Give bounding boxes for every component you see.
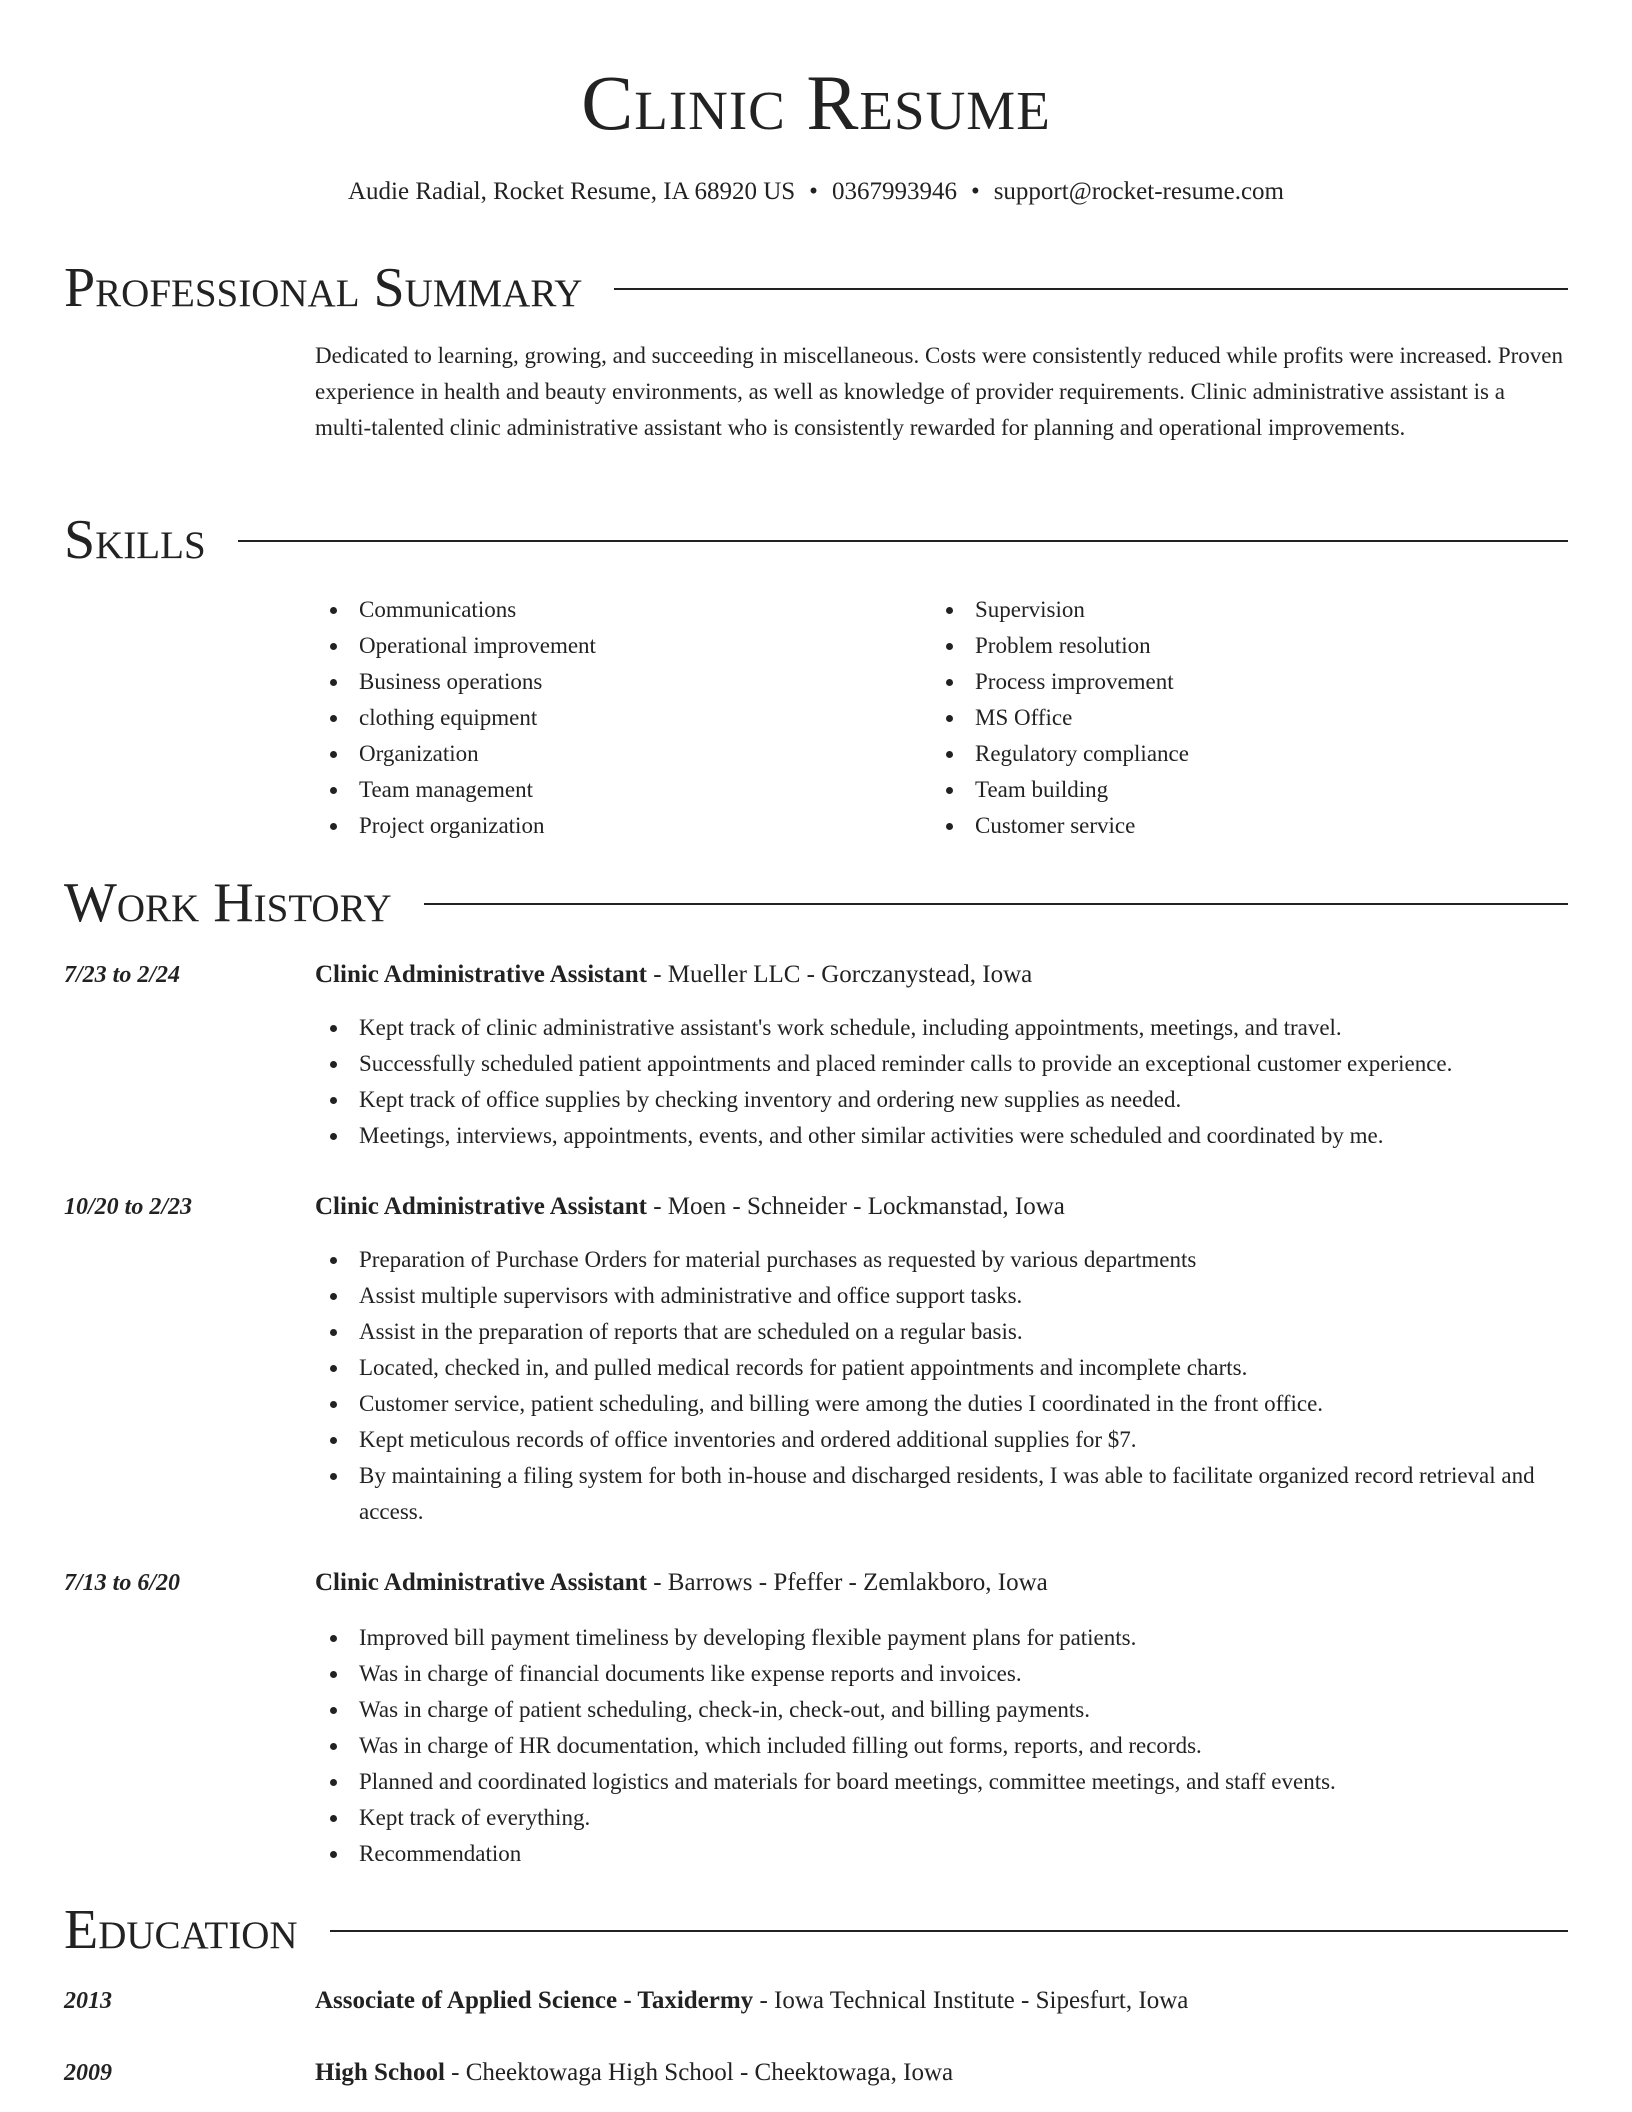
job-bullet: Was in charge of patient scheduling, check-in, check-out, and billing payments. bbox=[315, 1692, 1570, 1728]
job-bullets bbox=[315, 1620, 1570, 1872]
contact-email: support@rocket-resume.com bbox=[993, 178, 1284, 205]
skill-item: Operational improvement bbox=[315, 628, 915, 664]
section-heading-skills bbox=[64, 510, 1568, 570]
job-heading bbox=[315, 1565, 1565, 1601]
skill-item: Communications bbox=[315, 592, 915, 628]
job-bullet: Recommendation bbox=[315, 1836, 1570, 1872]
contact-address: Audie Radial, Rocket Resume, IA 68920 US bbox=[348, 178, 796, 205]
job-bullet: Kept track of clinic administrative assistant's work schedule, including appointments, meetings, and travel. bbox=[315, 1010, 1570, 1046]
job-heading bbox=[315, 957, 1565, 993]
skills-list-left bbox=[315, 592, 915, 844]
education-entry bbox=[315, 1983, 1565, 2019]
skill-item: Regulatory compliance bbox=[931, 736, 1531, 772]
job-bullet: By maintaining a filing system for both in-house and discharged residents, I was able to facilitate organized record retrieval and access. bbox=[315, 1458, 1570, 1530]
job-title: Clinic Administrative Assistant bbox=[315, 961, 647, 988]
job-title: Clinic Administrative Assistant bbox=[315, 1193, 647, 1220]
section-divider bbox=[614, 288, 1568, 290]
job-bullet: Kept track of office supplies by checking inventory and ordering new supplies as needed. bbox=[315, 1082, 1570, 1118]
contact-separator: • bbox=[970, 178, 980, 205]
job-bullet: Assist in the preparation of reports that are scheduled on a regular basis. bbox=[315, 1314, 1570, 1350]
job-bullet: Planned and coordinated logistics and materials for board meetings, committee meetings, and staff events. bbox=[315, 1764, 1570, 1800]
skill-item: Business operations bbox=[315, 664, 915, 700]
job-title: Clinic Administrative Assistant bbox=[315, 1569, 647, 1596]
section-heading-education bbox=[64, 1900, 1568, 1960]
contact-line bbox=[0, 174, 1632, 210]
job-bullet: Preparation of Purchase Orders for material purchases as requested by various departments bbox=[315, 1242, 1570, 1278]
skills-list-right bbox=[931, 592, 1531, 844]
skill-item: Problem resolution bbox=[931, 628, 1531, 664]
job-employer: - Barrows - Pfeffer - Zemlakboro, Iowa bbox=[646, 1569, 1048, 1596]
section-title-summary: Professional Summary bbox=[64, 257, 583, 319]
section-title-skills: Skills bbox=[64, 509, 206, 571]
skill-item: Team management bbox=[315, 772, 915, 808]
education-degree: Associate of Applied Science - Taxidermy bbox=[315, 1987, 754, 2014]
contact-separator: • bbox=[809, 178, 818, 205]
job-bullet: Assist multiple supervisors with administrative and office support tasks. bbox=[315, 1278, 1570, 1314]
section-title-education: Education bbox=[64, 1899, 298, 1961]
section-heading-summary bbox=[64, 258, 1568, 318]
job-employer: - Moen - Schneider - Lockmanstad, Iowa bbox=[646, 1193, 1065, 1220]
skill-item: Process improvement bbox=[931, 664, 1531, 700]
job-bullets bbox=[315, 1242, 1570, 1530]
job-dates: 7/23 to 2/24 bbox=[64, 962, 181, 988]
section-heading-work bbox=[64, 873, 1568, 933]
job-bullet: Improved bill payment timeliness by developing flexible payment plans for patients. bbox=[315, 1620, 1570, 1656]
skill-item: Project organization bbox=[315, 808, 915, 844]
skill-item: Customer service bbox=[931, 808, 1531, 844]
skill-item: MS Office bbox=[931, 700, 1531, 736]
contact-phone: 0367993946 bbox=[831, 178, 957, 205]
job-heading bbox=[315, 1189, 1565, 1225]
summary-paragraph: Dedicated to learning, growing, and succeeding in miscellaneous. Costs were consistently reduced while profits were increased. Proven experience in health and beauty environments, as well as knowledge of provider requirements. Clinic administrative assistant is a multi-talented clinic administrative assistant who is consistently rewarded for planning and operational improvements. bbox=[315, 343, 1564, 440]
job-employer: - Mueller LLC - Gorczanystead, Iowa bbox=[646, 961, 1033, 988]
section-divider bbox=[330, 1930, 1568, 1932]
resume-title: Clinic Resume bbox=[581, 59, 1051, 146]
job-bullet: Was in charge of HR documentation, which included filling out forms, reports, and records. bbox=[315, 1728, 1570, 1764]
section-title-work: Work History bbox=[64, 872, 392, 934]
section-divider bbox=[424, 903, 1568, 905]
job-bullet: Kept track of everything. bbox=[315, 1800, 1570, 1836]
job-bullet: Customer service, patient scheduling, and billing were among the duties I coordinated in the front office. bbox=[315, 1386, 1570, 1422]
skill-item: Supervision bbox=[931, 592, 1531, 628]
job-bullet: Meetings, interviews, appointments, events, and other similar activities were scheduled and coordinated by me. bbox=[315, 1118, 1570, 1154]
job-bullet: Successfully scheduled patient appointments and placed reminder calls to provide an exceptional customer experience. bbox=[315, 1046, 1570, 1082]
section-divider bbox=[238, 540, 1568, 542]
job-bullets bbox=[315, 1010, 1570, 1154]
skill-item: Team building bbox=[931, 772, 1531, 808]
job-bullet: Located, checked in, and pulled medical records for patient appointments and incomplete charts. bbox=[315, 1350, 1570, 1386]
education-year: 2009 bbox=[64, 2060, 112, 2086]
job-bullet: Was in charge of financial documents like expense reports and invoices. bbox=[315, 1656, 1570, 1692]
skill-item: clothing equipment bbox=[315, 700, 915, 736]
education-degree: High School bbox=[315, 2059, 445, 2086]
job-dates: 7/13 to 6/20 bbox=[64, 1570, 181, 1596]
education-entry bbox=[315, 2055, 1565, 2091]
job-bullet: Kept meticulous records of office inventories and ordered additional supplies for $7. bbox=[315, 1422, 1570, 1458]
education-school: - Cheektowaga High School - Cheektowaga, Iowa bbox=[444, 2059, 954, 2086]
job-dates: 10/20 to 2/23 bbox=[64, 1194, 193, 1220]
skill-item: Organization bbox=[315, 736, 915, 772]
education-year: 2013 bbox=[64, 1988, 112, 2014]
education-school: - Iowa Technical Institute - Sipesfurt, Iowa bbox=[753, 1987, 1189, 2014]
